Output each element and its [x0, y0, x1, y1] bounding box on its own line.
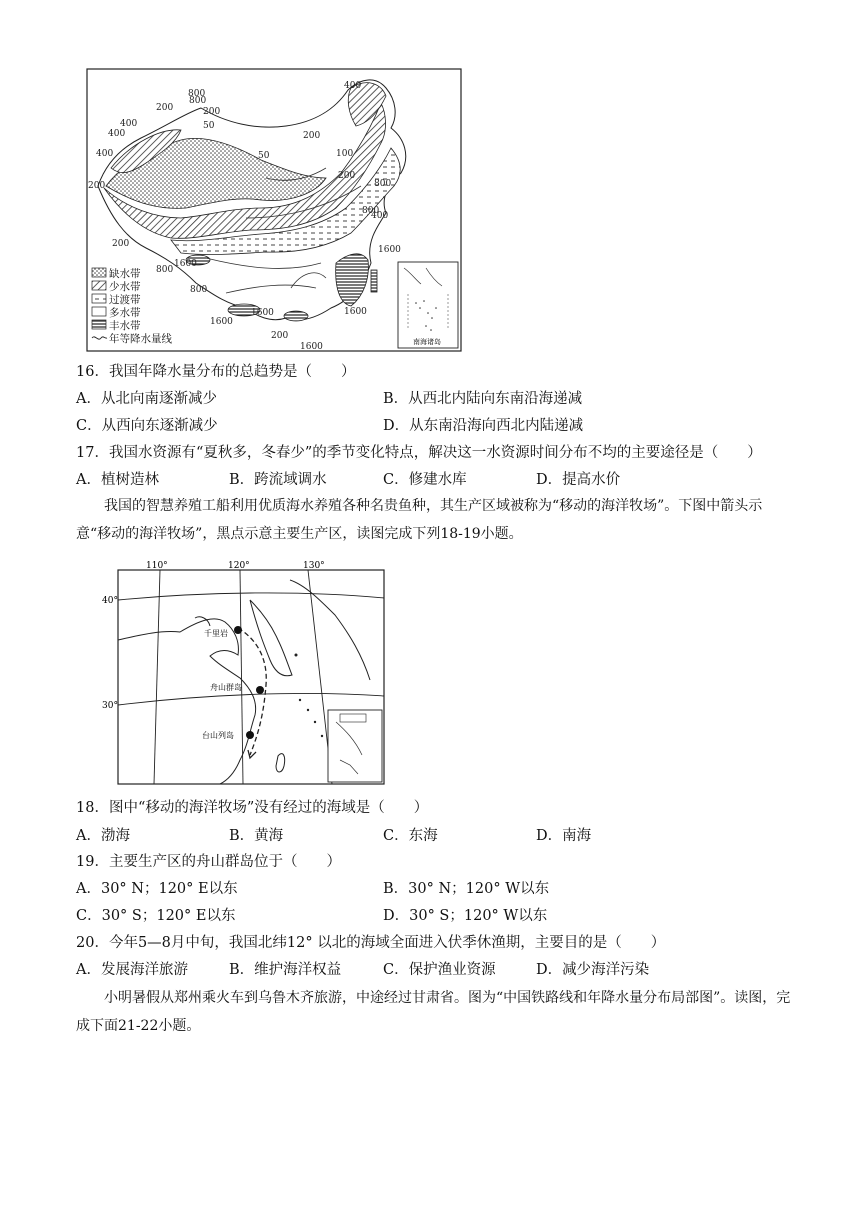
legend-shortage: 缺水带	[109, 268, 141, 280]
q20-option-d[interactable]: D．减少海洋污染	[536, 962, 650, 978]
place-label-zhoushan: 舟山群岛	[210, 683, 242, 692]
question-20-stem: 20．今年5—8月中旬，我国北纬12° 以北的海域全面进入伏季休渔期，主要目的是（ ）	[76, 935, 666, 951]
ocean-ranch-map	[100, 560, 390, 786]
q16-option-a[interactable]: A．从北向南逐渐减少	[76, 391, 217, 407]
ocean-ranch-map-svg	[100, 560, 390, 786]
lat-label-30: 30°	[102, 701, 118, 711]
q17-option-b[interactable]: B．跨流域调水	[229, 472, 327, 488]
passage-18-19	[76, 492, 792, 548]
passage-18-19-text: 我国的智慧养殖工船利用优质海水养殖各种名贵鱼种，其生产区域被称为“移动的海洋牧场”。下图中箭头示意“移动的海洋牧场”，黑点示意主要生产区，读图完成下列18-19小题。	[76, 498, 763, 542]
isohyet-label: 400	[120, 119, 138, 129]
lon-label-130: 130°	[303, 561, 325, 571]
q17-option-c[interactable]: C．修建水库	[383, 472, 467, 488]
isohyet-label: 800	[374, 179, 392, 189]
isohyet-label: 200	[112, 239, 130, 249]
q17-option-d[interactable]: D．提高水价	[536, 472, 621, 488]
precipitation-map-svg	[86, 68, 462, 352]
q16-option-c[interactable]: C．从西向东逐渐减少	[76, 418, 218, 434]
isohyet-label: 200	[156, 103, 174, 113]
legend-more: 多水带	[109, 307, 141, 319]
q18-option-b[interactable]: B．黄海	[229, 828, 284, 844]
isohyet-label: 200	[303, 131, 321, 141]
q16-option-d[interactable]: D．从东南沿海向西北内陆递减	[383, 418, 584, 434]
q19-option-a[interactable]: A．30° N；120° E以东	[76, 881, 238, 897]
isohyet-label: 1600	[378, 245, 401, 255]
place-label-qianliyan: 千里岩	[204, 629, 228, 638]
isohyet-label: 200	[88, 181, 106, 191]
legend-transition: 过渡带	[109, 294, 141, 306]
passage-21-22	[76, 984, 792, 1040]
isohyet-label: 1600	[251, 308, 274, 318]
inset-label: 南海诸岛	[413, 338, 441, 346]
lon-label-120: 120°	[228, 561, 250, 571]
production-zone-zhoushan	[256, 686, 264, 694]
isohyet-label: 200	[203, 107, 221, 117]
q19-option-b[interactable]: B．30° N；120° W以东	[383, 881, 550, 897]
legend-low: 少水带	[109, 281, 141, 293]
isohyet-label: 1600	[210, 317, 233, 327]
q20-option-c[interactable]: C．保护渔业资源	[383, 962, 496, 978]
legend-rich: 丰水带	[109, 320, 141, 332]
isohyet-label: 800	[190, 285, 208, 295]
isohyet-label: 400	[371, 211, 389, 221]
question-19-stem: 19．主要生产区的舟山群岛位于（ ）	[76, 854, 341, 870]
isohyet-label: 400	[96, 149, 114, 159]
isohyet-label: 200	[338, 171, 356, 181]
passage-21-22-text: 小明暑假从郑州乘火车到乌鲁木齐旅游，中途经过甘肃省。图为“中国铁路线和年降水量分布局部图”。读图，完成下面21-22小题。	[76, 990, 791, 1034]
production-zone-qianliyan	[234, 626, 242, 634]
q18-option-c[interactable]: C．东海	[383, 828, 438, 844]
isohyet-label: 800	[156, 265, 174, 275]
precipitation-map	[86, 68, 462, 352]
q20-option-b[interactable]: B．维护海洋权益	[229, 962, 342, 978]
isohyet-label: 1600	[344, 307, 367, 317]
question-17-stem: 17．我国水资源有“夏秋多，冬春少”的季节变化特点，解决这一水资源时间分布不均的主要途径是（ ）	[76, 445, 762, 461]
q19-option-d[interactable]: D．30° S；120° W以东	[383, 908, 548, 924]
isohyet-label: 800	[362, 206, 380, 216]
lon-label-110: 110°	[146, 561, 168, 571]
legend-isohyet: 年等降水量线	[109, 333, 172, 345]
isohyet-label: 400	[108, 129, 126, 139]
question-16-stem: 16．我国年降水量分布的总趋势是（ ）	[76, 364, 356, 380]
lat-label-40: 40°	[102, 596, 118, 606]
isohyet-label: 1600	[300, 342, 323, 352]
q17-option-a[interactable]: A．植树造林	[76, 472, 159, 488]
q16-option-b[interactable]: B．从西北内陆向东南沿海递减	[383, 391, 583, 407]
q20-option-a[interactable]: A．发展海洋旅游	[76, 962, 188, 978]
isohyet-label: 50	[203, 121, 215, 131]
isohyet-label: 800	[189, 96, 207, 106]
isohyet-label: 200	[271, 331, 289, 341]
question-18-stem: 18．图中“移动的海洋牧场”没有经过的海域是（ ）	[76, 800, 429, 816]
isohyet-label: 50	[258, 151, 270, 161]
q18-option-d[interactable]: D．南海	[536, 828, 592, 844]
production-zone-taishan	[246, 731, 254, 739]
south-china-sea-inset	[398, 262, 458, 348]
isohyet-label: 100	[336, 149, 354, 159]
q19-option-c[interactable]: C．30° S；120° E以东	[76, 908, 236, 924]
isohyet-label: 800	[188, 89, 206, 99]
isohyet-label: 1600	[174, 259, 197, 269]
q18-option-a[interactable]: A．渤海	[76, 828, 130, 844]
place-label-taishan: 台山列岛	[202, 731, 234, 740]
isohyet-label: 400	[344, 81, 362, 91]
